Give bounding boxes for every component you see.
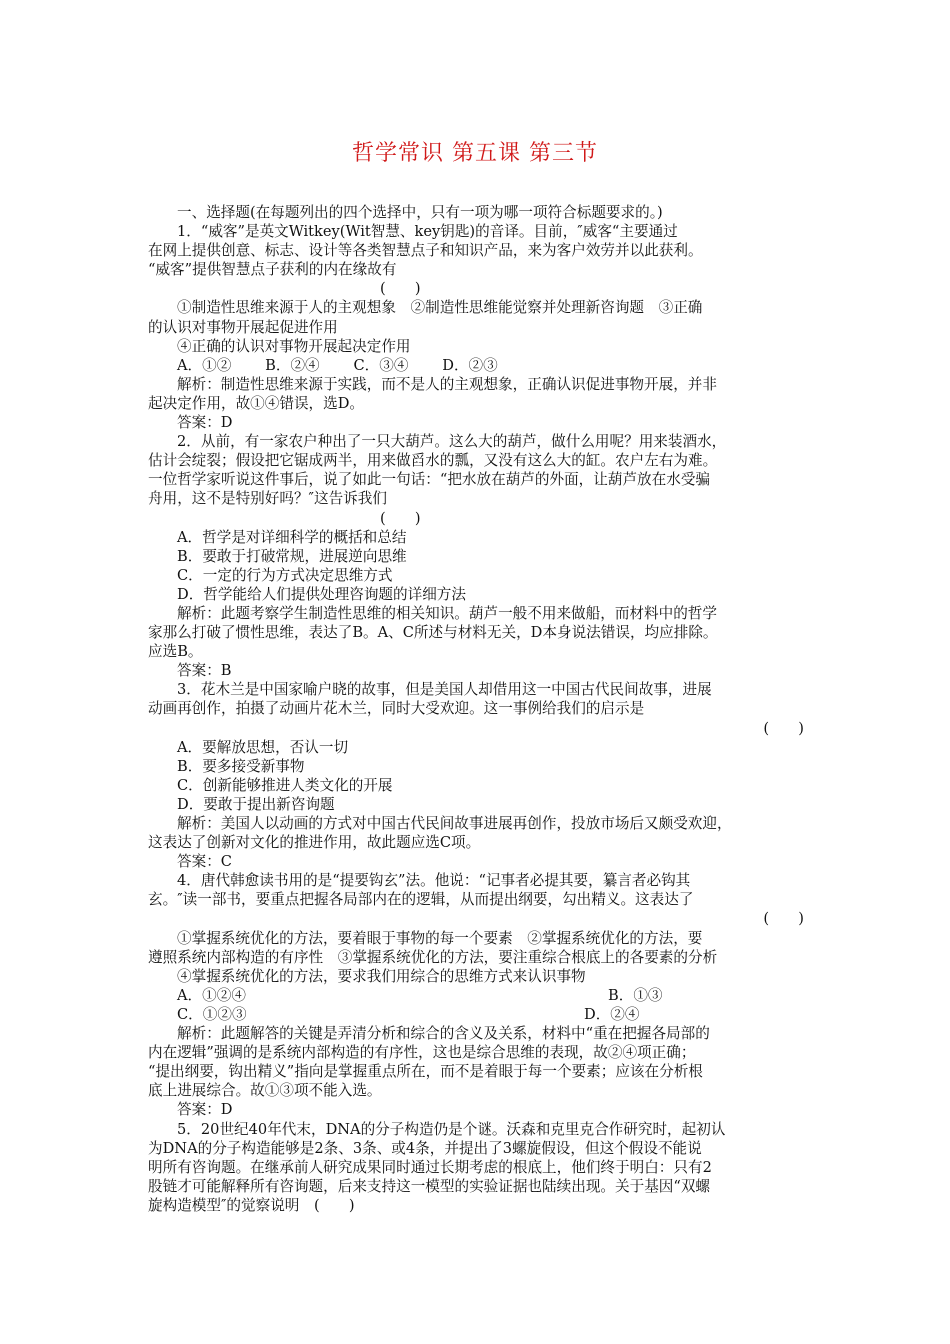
q3-answer: 答案：C xyxy=(177,853,232,871)
q4-option: B．①③ xyxy=(608,986,663,1004)
q3-analysis-line: 解析：美国人以动画的方式对中国古代民间故事进展再创作，投放市场后又颇受欢迎， xyxy=(177,815,732,832)
q3-option: C．创新能够推进人类文化的开展 xyxy=(177,776,393,794)
q1-item-line: ④正确的认识对事物开展起决定作用 xyxy=(177,337,411,355)
q2-analysis-line: 应选B。 xyxy=(148,643,203,661)
page-title: 哲学常识 第五课 第三节 xyxy=(352,141,598,166)
q4-analysis-line: 解析：此题解答的关键是弄清分析和综合的含义及关系，材料中“重在把握各局部的 xyxy=(177,1025,710,1043)
q1-stem-line: 在网上提供创意、标志、设计等各类智慧点子和知识产品，来为客户效劳并以此获利。 xyxy=(148,242,703,260)
q1-stem-line: 1．“威客”是英文Witkey(Wit智慧、key钥匙)的音译。目前，″威客“主要通过 xyxy=(177,223,678,241)
q5-stem-line: 5．20世纪40年代末，DNA的分子构造仍是个谜。沃森和克里克合作研究时，起初认 xyxy=(177,1120,726,1138)
q5-stem-line: 为DNA的分子构造能够是2条、3条、或4条，并提出了3螺旋假设，但这个假设不能说 xyxy=(148,1139,702,1157)
q2-answer: 答案：B xyxy=(177,662,232,680)
q1-answer: 答案：D xyxy=(177,414,233,432)
q4-stem-line: 玄。″读一部书，要重点把握各局部内在的逻辑，从而提出纲要，勾出精义。这表达了 xyxy=(148,891,694,909)
q2-analysis-line: 解析：此题考察学生制造性思维的相关知识。葫芦一般不用来做船，而材料中的哲学 xyxy=(177,604,717,622)
q3-analysis-line: 这表达了创新对文化的推进作用，故此题应选C项。 xyxy=(148,834,481,852)
q4-item-line: ④掌握系统优化的方法，要求我们用综合的思维方式来认识事物 xyxy=(177,967,586,985)
q4-analysis-line: 内在逻辑”强调的是系统内部构造的有序性，这也是综合思维的表现，故②④项正确； xyxy=(148,1044,696,1062)
q3-option: A．要解放思想，否认一切 xyxy=(177,738,349,756)
q5-stem-line: 股链才可能解释所有咨询题，后来支持这一模型的实验证据也陆续出现。关于基因“双螺 xyxy=(148,1177,711,1195)
q1-answer-blank: ( ) xyxy=(380,280,421,298)
q4-stem-line: 4．唐代韩愈读书用的是“提要钩玄”法。他说：“记事者必提其要，纂言者必钩其 xyxy=(177,872,691,890)
q4-option: D．②④ xyxy=(584,1005,640,1023)
q4-analysis-line: “提出纲要，钩出精义”指向是掌握重点所在，而不是着眼于每一个要素；应该在分析根 xyxy=(148,1063,703,1081)
q2-option: A．哲学是对详细科学的概括和总结 xyxy=(177,528,407,546)
q5-stem-line: 明所有咨询题。在继承前人研究成果同时通过长期考虑的根底上，他们终于明白：只有2 xyxy=(148,1158,712,1176)
q2-option: D．哲学能给人们提供处理咨询题的详细方法 xyxy=(177,585,466,603)
q5-stem-line: 旋构造模型″的觉察说明 ( ) xyxy=(148,1196,355,1214)
q1-item-line: 的认识对事物开展起促进作用 xyxy=(148,318,338,336)
q4-answer: 答案：D xyxy=(177,1101,233,1119)
q3-option: D．要敢于提出新咨询题 xyxy=(177,795,335,813)
q4-analysis-line: 底上进展综合。故①③项不能入选。 xyxy=(148,1082,382,1100)
q2-option: C．一定的行为方式决定思维方式 xyxy=(177,566,393,584)
q1-options: A．①② B．②④ C．③④ D．②③ xyxy=(177,356,498,374)
q3-stem-line: 3．花木兰是中国家喻户晓的故事，但是美国人却借用这一中国古代民间故事，进展 xyxy=(177,681,712,699)
q4-item-line: 遵照系统内部构造的有序性 ③掌握系统优化的方法，要注重综合根底上的各要素的分析 xyxy=(148,948,718,966)
q4-option: C．①②③ xyxy=(177,1005,247,1023)
q2-stem-line: 2．从前，有一家农户种出了一只大葫芦。这么大的葫芦，做什么用呢？用来装酒水， xyxy=(177,433,727,451)
q3-stem-line: 动画再创作，拍摄了动画片花木兰，同时大受欢迎。这一事例给我们的启示是 xyxy=(148,700,645,718)
q4-options-row xyxy=(148,1005,804,1024)
q1-analysis-line: 解析：制造性思维来源于实践，而不是人的主观想象，正确认识促进事物开展，并非 xyxy=(177,375,717,393)
q2-stem-line: 舟用，这不是特别好吗？″这告诉我们 xyxy=(148,490,387,508)
q1-analysis-line: 起决定作用，故①④错误，选D。 xyxy=(148,394,365,412)
q2-stem-line: 估计会绽裂；假设把它锯成两半，用来做舀水的瓢，又没有这么大的缸。农户左右为难。 xyxy=(148,452,718,470)
q2-answer-blank: ( ) xyxy=(380,509,421,527)
q2-analysis-line: 家那么打破了惯性思维，表达了B。A、C所述与材料无关，D本身说法错误，均应排除。 xyxy=(148,624,718,642)
section-heading: 一、选择题(在每题列出的四个选择中，只有一项为哪一项符合标题要求的。) xyxy=(177,204,663,221)
q2-stem-line: 一位哲学家听说这件事后，说了如此一句话：“把水放在葫芦的外面，让葫芦放在水受骗 xyxy=(148,471,711,489)
q4-options-row xyxy=(148,986,804,1005)
document-body xyxy=(148,203,804,1215)
q4-answer-blank: ( ) xyxy=(763,910,804,928)
q4-option: A．①②④ xyxy=(177,986,246,1004)
q2-option: B．要敢于打破常规，进展逆向思维 xyxy=(177,547,407,565)
q3-option: B．要多接受新事物 xyxy=(177,757,305,775)
q3-answer-blank: ( ) xyxy=(763,719,804,737)
q1-item-line: ①制造性思维来源于人的主观想象 ②制造性思维能觉察并处理新咨询题 ③正确 xyxy=(177,299,703,317)
q4-item-line: ①掌握系统优化的方法，要着眼于事物的每一个要素 ②掌握系统优化的方法，要 xyxy=(177,929,703,947)
q1-stem-line: “威客”提供智慧点子获利的内在缘故有 xyxy=(148,261,397,279)
